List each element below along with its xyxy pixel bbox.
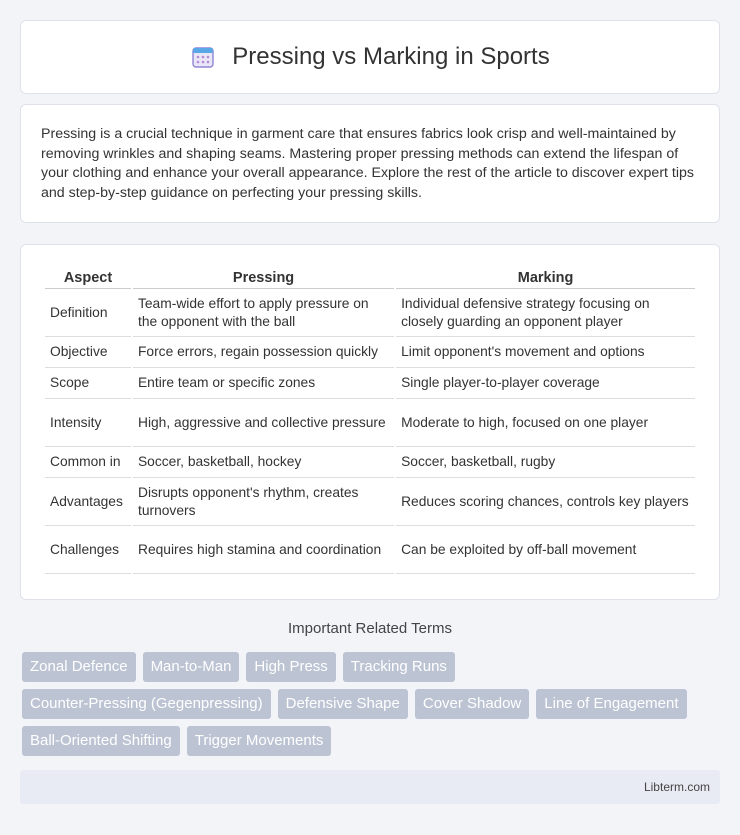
table-row bbox=[45, 478, 695, 526]
table-header-row bbox=[45, 265, 695, 289]
footer-site-link[interactable]: Libterm.com bbox=[643, 780, 710, 794]
table-cell: Team-wide effort to apply pressure on the opponent with the ball bbox=[133, 289, 394, 337]
header-marking: Marking bbox=[396, 265, 695, 289]
calendar-icon bbox=[190, 44, 216, 70]
tag-man-to-man[interactable]: Man-to-Man bbox=[143, 652, 240, 682]
related-terms-title: Important Related Terms bbox=[288, 620, 452, 637]
page-title: Pressing vs Marking in Sports bbox=[232, 43, 550, 70]
comparison-table-card bbox=[20, 244, 720, 600]
table-cell: High, aggressive and collective pressure bbox=[133, 399, 394, 447]
table-cell: Disrupts opponent's rhythm, creates turnovers bbox=[133, 478, 394, 526]
table-row bbox=[45, 399, 695, 447]
table-cell: Definition bbox=[45, 289, 131, 337]
table-cell: Advantages bbox=[45, 478, 131, 526]
table-row bbox=[45, 526, 695, 574]
table-cell: Entire team or specific zones bbox=[133, 368, 394, 399]
tag-cover-shadow[interactable]: Cover Shadow bbox=[415, 689, 529, 719]
table-cell: Requires high stamina and coordination bbox=[133, 526, 394, 574]
tag-zonal-defence[interactable]: Zonal Defence bbox=[22, 652, 136, 682]
table-cell: Intensity bbox=[45, 399, 131, 447]
intro-text: Pressing is a crucial technique in garment care that ensures fabrics look crisp and well-maintained by removing wrinkles and shaping seams. Mastering proper pressing methods can extend the lifespan of your clothing and enhance your overall appearance. Explore the rest of the article to discover expert tips and step-by-step guidance on perfecting your pressing skills. bbox=[41, 126, 694, 201]
table-cell: Scope bbox=[45, 368, 131, 399]
table-cell: Common in bbox=[45, 447, 131, 478]
table-cell: Limit opponent's movement and options bbox=[396, 337, 695, 368]
tag-trigger-movements[interactable]: Trigger Movements bbox=[187, 726, 332, 756]
tag-row bbox=[22, 689, 722, 719]
comparison-table bbox=[43, 265, 697, 574]
table-cell: Single player-to-player coverage bbox=[396, 368, 695, 399]
tag-row bbox=[22, 652, 722, 682]
table-cell: Objective bbox=[45, 337, 131, 368]
table-cell: Force errors, regain possession quickly bbox=[133, 337, 394, 368]
table-cell: Soccer, basketball, rugby bbox=[396, 447, 695, 478]
tag-row bbox=[22, 726, 722, 756]
table-cell: Individual defensive strategy focusing on closely guarding an opponent player bbox=[396, 289, 695, 337]
tag-line-of-engagement[interactable]: Line of Engagement bbox=[536, 689, 686, 719]
related-terms bbox=[22, 652, 722, 763]
table-row bbox=[45, 447, 695, 478]
table-row bbox=[45, 337, 695, 368]
table-cell: Challenges bbox=[45, 526, 131, 574]
table-row bbox=[45, 368, 695, 399]
table-cell: Can be exploited by off-ball movement bbox=[396, 526, 695, 574]
intro-section bbox=[20, 104, 720, 223]
page-header bbox=[20, 20, 720, 94]
tag-tracking-runs[interactable]: Tracking Runs bbox=[343, 652, 455, 682]
table-cell: Reduces scoring chances, controls key players bbox=[396, 478, 695, 526]
tag-counter-pressing[interactable]: Counter-Pressing (Gegenpressing) bbox=[22, 689, 271, 719]
tag-high-press[interactable]: High Press bbox=[246, 652, 335, 682]
tag-defensive-shape[interactable]: Defensive Shape bbox=[278, 689, 408, 719]
footer bbox=[20, 770, 720, 804]
table-cell: Moderate to high, focused on one player bbox=[396, 399, 695, 447]
tag-ball-oriented-shifting[interactable]: Ball-Oriented Shifting bbox=[22, 726, 180, 756]
header-aspect: Aspect bbox=[45, 265, 131, 289]
table-row bbox=[45, 289, 695, 337]
table-cell: Soccer, basketball, hockey bbox=[133, 447, 394, 478]
header-pressing: Pressing bbox=[133, 265, 394, 289]
